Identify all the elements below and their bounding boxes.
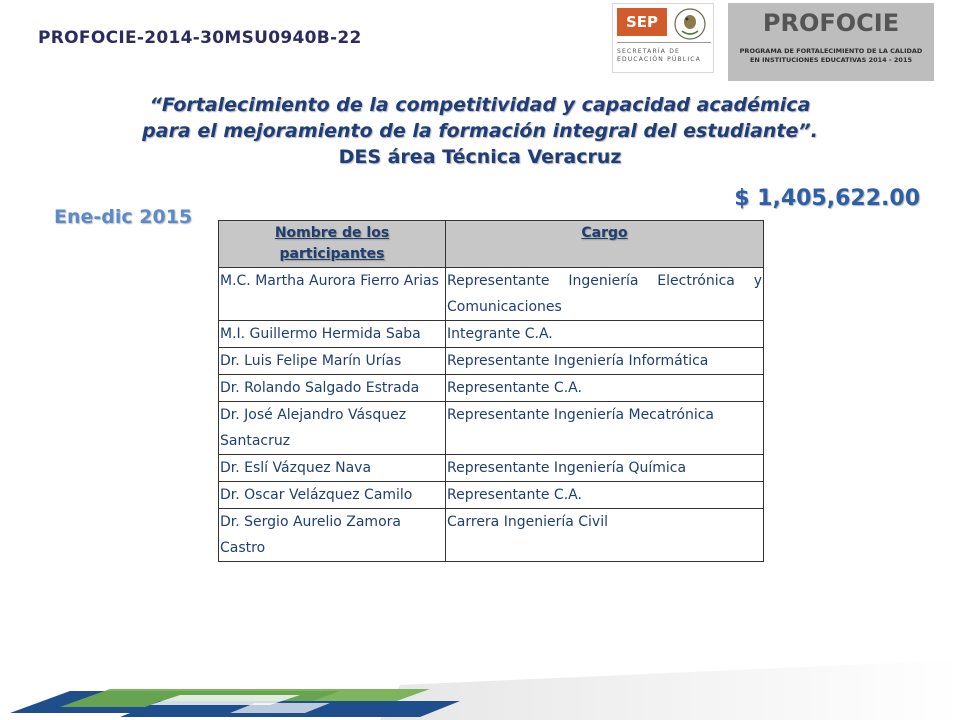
profocie-subtitle: PROGRAMA DE FORTALECIMIENTO DE LA CALIDAD EN INSTITUCIONES EDUCATIVAS 2014 - 2015 bbox=[739, 47, 923, 64]
table-row bbox=[219, 348, 764, 375]
table-row bbox=[219, 509, 764, 562]
participant-name: Dr. Rolando Salgado Estrada bbox=[219, 375, 446, 402]
participant-name: Dr. Oscar Velázquez Camilo bbox=[219, 482, 446, 509]
amount-label: $ 1,405,622.00 bbox=[734, 186, 920, 211]
period-label: Ene-dic 2015 bbox=[54, 206, 193, 228]
column-header-name: Nombre de los participantes bbox=[219, 221, 446, 268]
participant-role: Representante Ingeniería Electrónica y Comunicaciones bbox=[446, 268, 764, 321]
table-row bbox=[219, 402, 764, 455]
headline-line-1: “Fortalecimiento de la competitividad y capacidad académica bbox=[149, 94, 811, 116]
table-row bbox=[219, 268, 764, 321]
footer-gray-band bbox=[380, 660, 960, 720]
table-row bbox=[219, 375, 764, 402]
mexican-coat-of-arms-icon bbox=[673, 7, 707, 41]
participant-name: M.I. Guillermo Hermida Saba bbox=[219, 321, 446, 348]
profocie-logo bbox=[728, 3, 934, 81]
participant-role: Representante Ingeniería Informática bbox=[446, 348, 764, 375]
participant-role: Representante Ingeniería Mecatrónica bbox=[446, 402, 764, 455]
participant-name: M.C. Martha Aurora Fierro Arias bbox=[219, 268, 446, 321]
headline-line-2: para el mejoramiento de la formación integral del estudiante”. bbox=[142, 120, 818, 142]
sep-divider bbox=[617, 42, 711, 43]
participant-role: Carrera Ingeniería Civil bbox=[446, 509, 764, 562]
participant-role: Representante C.A. bbox=[446, 375, 764, 402]
participant-name: Dr. Sergio Aurelio Zamora Castro bbox=[219, 509, 446, 562]
sep-logo bbox=[612, 3, 714, 73]
footer-decoration bbox=[0, 655, 960, 720]
sep-text: SECRETARÍA DE EDUCACIÓN PÚBLICA bbox=[617, 48, 702, 63]
table-header-row bbox=[219, 221, 764, 268]
table-row bbox=[219, 321, 764, 348]
participant-role: Representante C.A. bbox=[446, 482, 764, 509]
sep-badge: SEP bbox=[617, 8, 667, 36]
participants-table bbox=[218, 220, 764, 562]
table-row bbox=[219, 482, 764, 509]
participant-role: Representante Ingeniería Química bbox=[446, 455, 764, 482]
program-code: PROFOCIE-2014-30MSU0940B-22 bbox=[38, 28, 362, 48]
table-row bbox=[219, 455, 764, 482]
participant-name: Dr. José Alejandro Vásquez Santacruz bbox=[219, 402, 446, 455]
headline bbox=[60, 92, 900, 170]
profocie-title: PROFOCIE bbox=[762, 9, 900, 37]
participant-name: Dr. Eslí Vázquez Nava bbox=[219, 455, 446, 482]
participant-role: Integrante C.A. bbox=[446, 321, 764, 348]
participant-name: Dr. Luis Felipe Marín Urías bbox=[219, 348, 446, 375]
column-header-role: Cargo bbox=[446, 221, 764, 268]
headline-line-3: DES área Técnica Veracruz bbox=[338, 146, 622, 168]
